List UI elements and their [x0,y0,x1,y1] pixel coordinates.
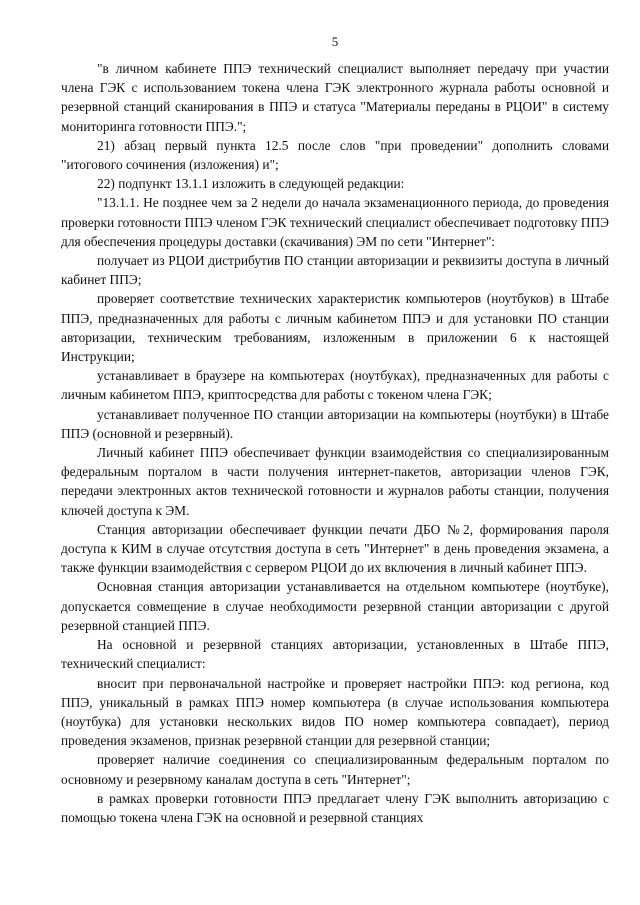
paragraph-13-1-1: "13.1.1. Не позднее чем за 2 недели до начала экзаменационного периода, до проведения проверки готовности ППЭ членом ГЭК технический специалист обеспечивает подготовку ППЭ для обеспечения процедуры доставки (скачивания) ЭМ по сети "Интернет": [61,195,609,249]
paragraph-readiness-check: в рамках проверки готовности ППЭ предлагает члену ГЭК выполнить авторизацию с помощью токена члена ГЭК на основной и резервной станциях [61,790,609,825]
paragraph-installs-software: устанавливает полученное ПО станции авторизации на компьютеры (ноутбуки) в Штабе ППЭ (основной и резервный). [61,406,609,441]
paragraph-stations-intro: На основной и резервной станциях авторизации, установленных в Штабе ППЭ, технический специалист: [61,637,609,672]
paragraph-item-21: 21) абзац первый пункта 12.5 после слов "при проведении" дополнить словами "итогового сочинения (изложения) и"; [61,137,609,173]
document-body [61,59,609,827]
paragraph-signals-transfer: "в личном кабинете ППЭ технический специалист выполняет передачу при участии члена ГЭК с использованием токена члена ГЭК электронного журнала работы основной и резервной станций сканирования в ППЭ и статуса "Материалы переданы в РЦОИ" в систему мониторинга готовности ППЭ."; [61,61,609,134]
paragraph-installs-crypto: устанавливает в браузере на компьютерах (ноутбуках), предназначенных для работы с личным кабинетом ППЭ, криптосредства для работы с токеном члена ГЭК; [61,368,609,403]
paragraph-authorization-station: Станция авторизации обеспечивает функции печати ДБО №2, формирования пароля доступа к КИМ в случае отсутствия доступа в сеть "Интернет" в день проведения экзамена, а также функции взаимодействия с сервером РЦОИ до их включения в личный кабинет ППЭ. [61,521,609,576]
paragraph-receives-distribution: получает из РЦОИ дистрибутив ПО станции авторизации и реквизиты доступа в личный кабинет ППЭ; [61,253,609,288]
paragraph-main-station: Основная станция авторизации устанавливается на отдельном компьютере (ноутбуке), допускается совмещение в случае необходимости резервной станции авторизации с другой резервной станцией ППЭ. [61,579,609,633]
paragraph-item-22: 22) подпункт 13.1.1 изложить в следующей редакции: [97,176,405,192]
paragraph-enters-settings: вносит при первоначальной настройке и проверяет настройки ППЭ: код региона, код ППЭ, уникальный в рамках ППЭ номер компьютера (в случае использования компьютера (ноутбука) для установки нескольких видов ПО номер компьютера совпадает), период проведения экзаменов, признак резервной станции для резервной станции; [61,675,609,749]
paragraph-checks-connection: проверяет наличие соединения со специализированным федеральным порталом по основному и резервному каналам доступа в сеть "Интернет"; [61,752,609,787]
paragraph-personal-cabinet: Личный кабинет ППЭ обеспечивает функции взаимодействия со специализированным федеральным порталом в части получения интернет-пакетов, авторизации членов ГЭК, передачи электронных актов технической готовности и журналов работы станции, получения ключей доступа к ЭМ. [61,445,609,518]
page-number: 5 [331,34,339,49]
paragraph-checks-hardware: проверяет соответствие технических характеристик компьютеров (ноутбуков) в Штабе ППЭ, предназначенных для работы с личным кабинетом ППЭ и для установки ПО станции авторизации, техническим требованиям, изложенным в приложении 6 к настоящей Инструкции; [61,291,609,365]
